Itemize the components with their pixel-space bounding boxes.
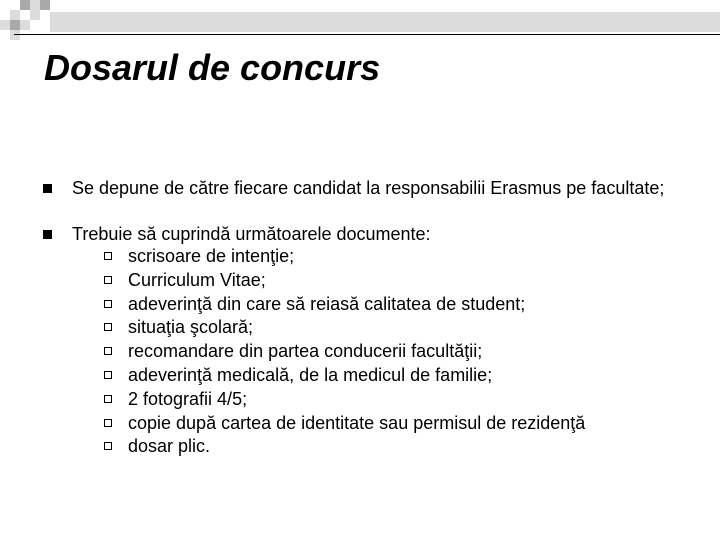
hollow-square-bullet-icon <box>104 395 112 403</box>
list-item <box>102 388 680 412</box>
square-bullet-icon <box>43 184 52 193</box>
hollow-square-bullet-icon <box>104 323 112 331</box>
bullet-item-documents <box>40 224 680 459</box>
square-bullet-icon <box>43 230 52 239</box>
list-item <box>102 364 680 388</box>
list-item <box>102 245 680 269</box>
list-item-text: adeverinţă medicală, de la medicul de familie; <box>128 364 493 385</box>
list-item-text: copie după cartea de identitate sau permisul de rezidenţă <box>128 412 586 433</box>
title-rule <box>14 34 720 35</box>
bullet-list <box>40 178 680 459</box>
bullet-item-submission <box>40 178 680 199</box>
list-item-text: dosar plic. <box>128 436 211 457</box>
list-item-text: adeverinţă din care să reiasă calitatea de student; <box>128 293 526 314</box>
bullet-text: Se depune de către fiecare candidat la responsabilii Erasmus pe facultate; <box>72 178 665 198</box>
hollow-square-bullet-icon <box>104 276 112 284</box>
list-item <box>102 269 680 293</box>
list-item <box>102 293 680 317</box>
list-item-text: scrisoare de intenţie; <box>128 246 295 266</box>
hollow-square-bullet-icon <box>104 419 112 427</box>
list-item <box>102 340 680 364</box>
list-item-text: 2 fotografii 4/5; <box>128 388 248 409</box>
list-item-text: Curriculum Vitae; <box>128 269 266 290</box>
hollow-square-bullet-icon <box>104 347 112 355</box>
page-title: Dosarul de concurs <box>44 47 381 88</box>
hollow-square-bullet-icon <box>104 252 112 260</box>
hollow-square-bullet-icon <box>104 371 112 379</box>
list-item-text: situaţia şcolară; <box>128 317 254 338</box>
header-decoration <box>0 0 720 50</box>
list-item <box>102 435 680 459</box>
document-list <box>72 245 680 459</box>
hollow-square-bullet-icon <box>104 442 112 450</box>
list-item <box>102 316 680 340</box>
bullet-text: Trebuie să cuprindă următoarele documente: <box>72 224 431 244</box>
hollow-square-bullet-icon <box>104 300 112 308</box>
list-item-text: recomandare din partea conducerii facultăţii; <box>128 341 483 362</box>
list-item <box>102 412 680 436</box>
